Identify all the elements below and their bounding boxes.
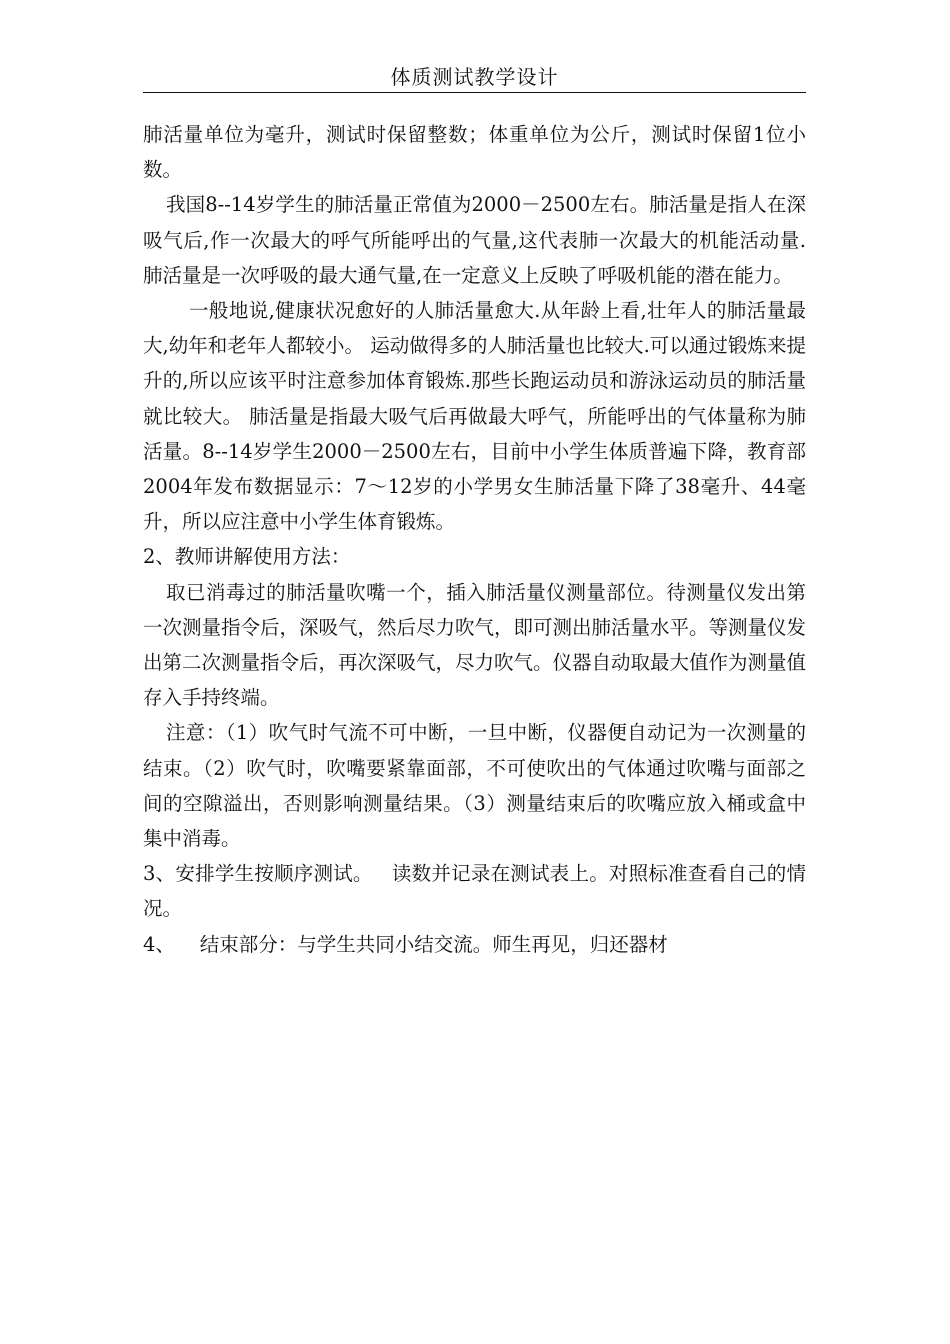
section-heading-teacher-explains: 2、教师讲解使用方法：	[143, 545, 351, 569]
document-body	[143, 117, 806, 962]
page-header-title: 体质测试教学设计	[390, 65, 559, 89]
header-divider	[143, 92, 806, 93]
section-closing: 4、 结束部分：与学生共同小结交流。师生再见，归还器材	[143, 932, 668, 956]
section-arrange-testing: 3、安排学生按顺序测试。 读数并记录在测试表上。对照标准查看自己的情况。	[143, 862, 806, 921]
paragraph-normal-values: 我国8--14岁学生的肺活量正常值为2000－2500左右。肺活量是指人在深吸气后,作一次最大的呼气所能呼出的气量,这代表肺一次最大的机能活动量. 肺活量是一次呼吸的最大通气量,在一定意义上反映了呼吸机能的潜在能力。	[143, 193, 806, 287]
paragraph-units: 肺活量单位为毫升，测试时保留整数；体重单位为公斤，测试时保留1位小数。	[143, 123, 806, 182]
paragraph-usage-method: 取已消毒过的肺活量吹嘴一个，插入肺活量仪测量部位。待测量仪发出第一次测量指令后，深吸气，然后尽力吹气，即可测出肺活量水平。等测量仪发出第二次测量指令后，再次深吸气，尽力吹气。仪器自动取最大值作为测量值存入手持终端。	[143, 580, 807, 710]
paragraph-health-relation: 一般地说,健康状况愈好的人肺活量愈大.从年龄上看,壮年人的肺活量最大,幼年和老年人都较小。 运动做得多的人肺活量也比较大.可以通过锻炼来提升的,所以应该平时注意参加体育锻炼.那些长跑运动员和游泳运动员的肺活量就比较大。 肺活量是指最大吸气后再做最大呼气，所能呼出的气体量称为肺活量。8--14岁学生2000－2500左右，目前中小学生体质普遍下降，教育部2004年发布数据显示：7～12岁的小学男女生肺活量下降了38毫升、44毫升，所以应注意中小学生体育锻炼。	[143, 299, 806, 534]
paragraph-notes: 注意：（1）吹气时气流不可中断，一旦中断，仪器便自动记为一次测量的结束。（2）吹气时，吹嘴要紧靠面部，不可使吹出的气体通过吹嘴与面部之间的空隙溢出，否则影响测量结果。（3）测量结束后的吹嘴应放入桶或盒中集中消毒。	[143, 721, 806, 851]
